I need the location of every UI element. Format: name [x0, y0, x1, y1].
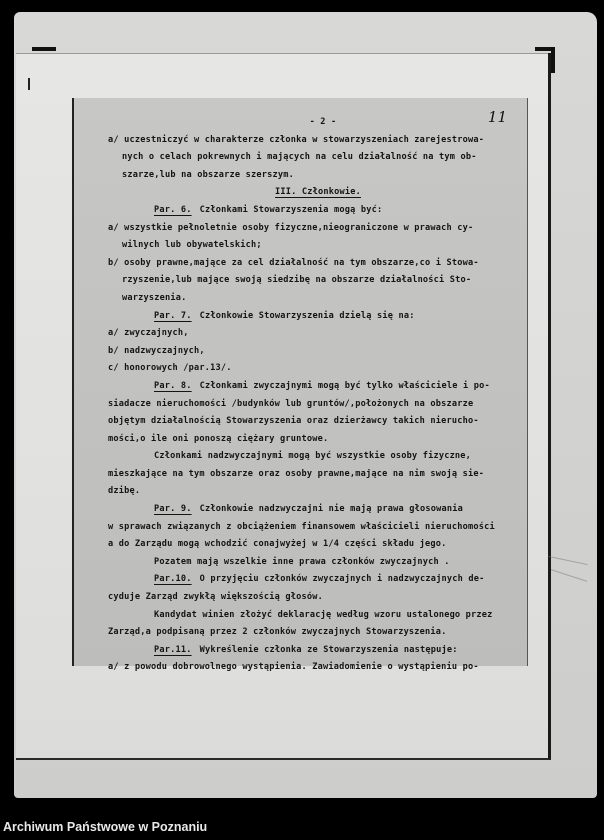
- section-heading: [108, 184, 518, 202]
- paragraph-label: Par.10.: [154, 574, 192, 585]
- edge-mark: [28, 78, 30, 90]
- text-line: warzyszenia.: [122, 292, 187, 303]
- document-text: [108, 114, 518, 677]
- paragraph-line: [108, 308, 518, 326]
- paragraph-label: Par.11.: [154, 644, 192, 655]
- document-page: [72, 98, 528, 673]
- text-line: siadacze nieruchomości /budynków lub gruntów/,położonych na obszarze: [108, 398, 474, 409]
- corner-mark: [551, 47, 555, 73]
- text-line: dzibę.: [108, 486, 141, 497]
- list-item-line: a/ z powodu dobrowolnego wystąpienia. Zawiadomienie o wystąpieniu po-: [108, 662, 479, 673]
- text-line: cyduje Zarząd zwykłą większością głosów.: [108, 592, 323, 603]
- paragraph-label: Par. 7.: [154, 310, 192, 321]
- text-line: Zarząd,a podpisaną przez 2 członków zwyczajnych Stowarzyszenia.: [108, 627, 447, 638]
- paragraph-text: Członkowie nadzwyczajni nie mają prawa głosowania: [199, 504, 463, 515]
- paragraph-line: [108, 501, 518, 519]
- paragraph-text: Członkami zwyczajnymi mogą być tylko właściciele i po-: [199, 380, 490, 391]
- page-number: - 2 -: [309, 117, 337, 127]
- text-line: nych o celach pokrewnych i mających na celu działalność na tym ob-: [122, 152, 477, 163]
- paragraph-text: O przyjęciu członków zwyczajnych i nadzwyczajnych de-: [199, 574, 485, 585]
- paragraph-line: [108, 642, 518, 660]
- list-item-line: b/ nadzwyczajnych,: [108, 345, 205, 356]
- list-item-line: a/ uczestniczyć w charakterze członka w stowarzyszeniach zarejestrowa-: [108, 134, 485, 145]
- paragraph-text: Członkowie Stowarzyszenia dzielą się na:: [199, 310, 415, 321]
- paragraph-label: Par. 8.: [154, 380, 192, 391]
- paragraph-text: Członkami Stowarzyszenia mogą być:: [199, 204, 383, 215]
- paragraph-label: Par. 6.: [154, 204, 192, 215]
- paragraph-label: Par. 9.: [154, 504, 192, 515]
- corner-mark: [32, 47, 56, 51]
- text-line: szarze,lub na obszarze szerszym.: [122, 169, 294, 180]
- archive-footer-label: Archiwum Państwowe w Poznaniu: [3, 820, 208, 834]
- paragraph-text: Wykreślenie członka ze Stowarzyszenia następuje:: [199, 644, 458, 655]
- document-body: [108, 132, 518, 677]
- list-item-line: c/ honorowych /par.13/.: [108, 363, 232, 374]
- folio-number: 11: [487, 108, 507, 126]
- text-line: a do Zarządu mogą wchodzić conajwyżej w 1/4 części składu jego.: [108, 539, 447, 550]
- text-line: Pozatem mają wszelkie inne prawa członków zwyczajnych .: [154, 556, 450, 567]
- text-line: Kandydat winien złożyć deklarację według wzoru ustalonego przez: [154, 609, 493, 620]
- section-heading-text: III. Członkowie.: [275, 187, 361, 198]
- text-line: Członkami nadzwyczajnymi mogą być wszystkie osoby fizyczne,: [154, 451, 472, 462]
- text-line: mości,o ile oni ponoszą ciężary gruntowe.: [108, 433, 329, 444]
- paragraph-line: [108, 202, 518, 220]
- list-item-line: a/ zwyczajnych,: [108, 328, 189, 339]
- text-line: wilnych lub obywatelskich;: [122, 240, 262, 251]
- paragraph-line: [108, 571, 518, 589]
- text-line: rzyszenie,lub mające swoją siedzibę na obszarze działalności Sto-: [122, 275, 472, 286]
- text-line: w sprawach związanych z obciążeniem finansowem właścicieli nieruchomości: [108, 521, 495, 532]
- list-item-line: b/ osoby prawne,mające za cel działalność na tym obszarze,co i Stowa-: [108, 257, 479, 268]
- paragraph-line: [108, 378, 518, 396]
- list-item-line: a/ wszystkie pełnoletnie osoby fizyczne,nieograniczone w prawach cy-: [108, 222, 474, 233]
- text-line: objętym działalnością Stowarzyszenia oraz dzierżawcy takich nierucho-: [108, 416, 479, 427]
- text-line: mieszkające na tym obszarze oraz osoby prawne,mające na nim swoją sie-: [108, 468, 485, 479]
